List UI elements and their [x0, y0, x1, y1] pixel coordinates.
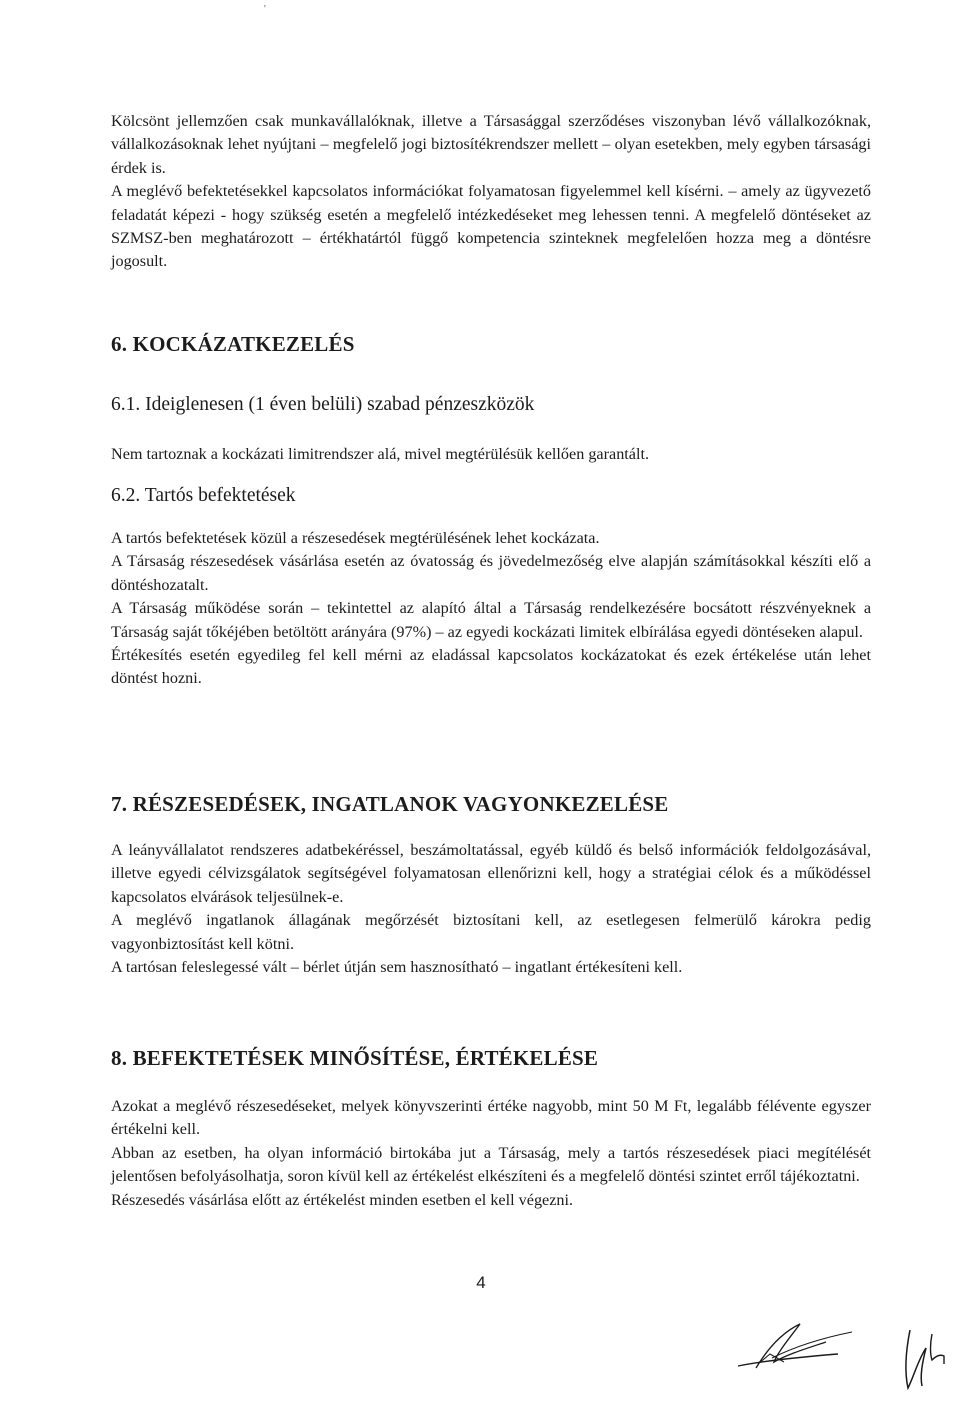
- section-8-heading: 8. BEFEKTETÉSEK MINŐSÍTÉSE, ÉRTÉKELÉSE: [111, 1046, 599, 1070]
- section-7-paragraph-2: A meglévő ingatlanok állagának megőrzését biztosítani kell, az esetlegesen felmerülő károkra pedig vagyonbiztosítást kell kötni.: [111, 911, 871, 953]
- corner-mark: ': [264, 4, 266, 15]
- intro-paragraph-1: Kölcsönt jellemzően csak munkavállalóknak, illetve a Társasággal szerződéses viszonyban lévő vállalkozóknak, vállalkozásoknak lehet nyújtani – megfelelő jogi biztosítékrendszer mellett – olyan esetekben, mely egyben társasági érdek is.: [111, 112, 871, 177]
- section-8-body: [111, 1095, 871, 1212]
- section-8-paragraph-2: Abban az esetben, ha olyan információ birtokába jut a Társaság, mely a tartós részesedések piaci megítélését jelentősen befolyásolhatja, soron kívül kell az értékelést elkészíteni és a megfelelő döntési szintet erről tájékoztatni.: [111, 1143, 871, 1186]
- page-number: 4: [476, 1273, 486, 1292]
- section-6-2-heading: 6.2. Tartós befektetések: [111, 485, 296, 506]
- section-6-2-paragraph-2: A Társaság részesedések vásárlása esetén az óvatosság és jövedelmezőség elve alapján számításokkal készíti elő a döntéshozatalt.: [111, 552, 871, 594]
- signature-initials-right: [896, 1320, 956, 1400]
- section-8-paragraph-3: Részesedés vásárlása előtt az értékelést minden esetben el kell végezni.: [111, 1190, 574, 1209]
- section-6-heading: 6. KOCKÁZATKEZELÉS: [111, 332, 355, 356]
- section-7-paragraph-3: A tartósan feleslegessé vált – bérlet útján sem hasznosítható – ingatlant értékesíteni kell.: [111, 958, 683, 977]
- section-8-paragraph-1: Azokat a meglévő részesedéseket, melyek könyvszerinti értéke nagyobb, mint 50 M Ft, legalább félévente egyszer értékelni kell.: [111, 1097, 871, 1139]
- section-6-2-paragraph-1: A tartós befektetések közül a részesedések megtérülésének lehet kockázata.: [111, 529, 600, 547]
- section-7-body: [111, 839, 871, 979]
- intro-paragraph-2: A meglévő befektetésekkel kapcsolatos információkat folyamatosan figyelemmel kell kísérni. – amely az ügyvezető feladatát képezi - hogy szükség esetén a megfelelő intézkedéseket meg lehessen tenni. A megfelelő döntéseket az SZMSZ-ben meghatározott – értékhatártól függő kompetencia szinteknek megfelelően hozza meg a döntésre jogosult.: [111, 182, 871, 271]
- intro-section: [111, 110, 871, 274]
- section-6-2-paragraph-4: Értékesítés esetén egyedileg fel kell mérni az eladással kapcsolatos kockázatokat és ezek értékelése után lehet döntést hozni.: [111, 646, 871, 688]
- section-7-heading: 7. RÉSZESEDÉSEK, INGATLANOK VAGYONKEZELÉSE: [111, 792, 669, 816]
- signature-initials-left: [728, 1318, 868, 1378]
- section-6-2-paragraph-3: A Társaság működése során – tekintettel az alapító által a Társaság rendelkezésére bocsátott részvényeknek a Társaság saját tőkéjében betöltött arányára (97%) – az egyedi kockázati limitek elbírálása egyedi döntéseken alapul.: [111, 599, 871, 641]
- section-6-2-body: [111, 527, 871, 691]
- section-6-1-text: Nem tartoznak a kockázati limitrendszer alá, mivel megtérülésük kellően garantált.: [111, 445, 650, 463]
- section-6-1-heading: 6.1. Ideiglenesen (1 éven belüli) szabad pénzeszközök: [111, 394, 535, 415]
- section-7-paragraph-1: A leányvállalatot rendszeres adatbekéréssel, beszámoltatással, egyéb küldő és belső információk feldolgozásával, illetve egyedi célvizsgálatok segítségével folyamatosan ellenőrizni kell, hogy a stratégiai célok és a működéssel kapcsolatos elvárások teljesülnek-e.: [111, 841, 871, 906]
